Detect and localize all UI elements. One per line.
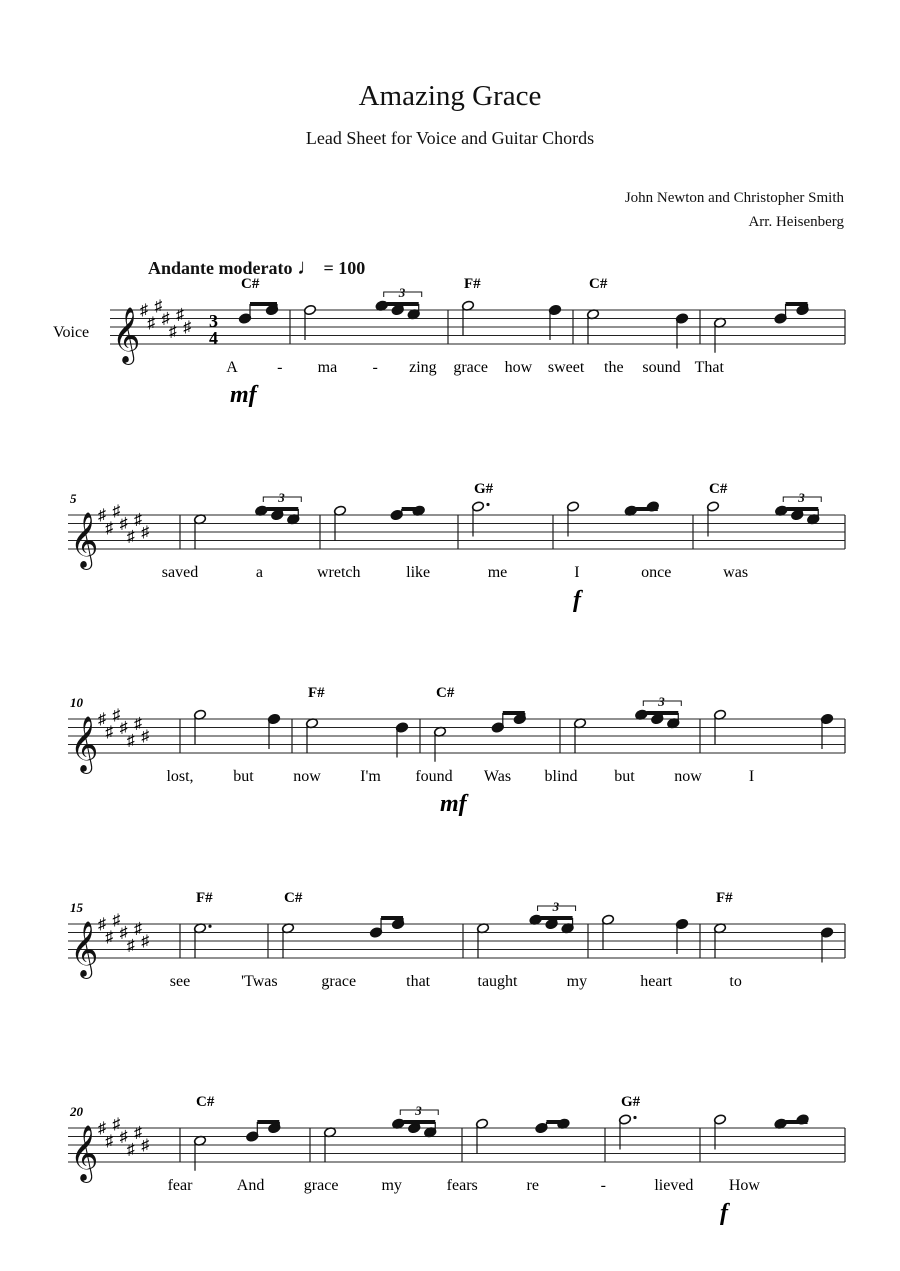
key-sharp-icon: ♯ <box>119 515 128 533</box>
key-sharp-icon: ♯ <box>134 1124 142 1142</box>
key-sharp-icon: ♯ <box>126 1141 135 1159</box>
lyric-syllable: blind <box>544 768 578 785</box>
measure-number: 5 <box>70 491 77 506</box>
lyric-syllable: the <box>604 359 624 376</box>
key-sharp-icon: ♯ <box>140 302 148 319</box>
lyric-syllable: see <box>169 973 191 990</box>
lyric-syllable: sound <box>642 359 681 376</box>
instrument-label: Voice <box>53 324 90 341</box>
lyric-syllable: zing <box>409 359 437 376</box>
composer-credit: John Newton and Christopher Smith <box>624 190 844 206</box>
key-sharp-icon: ♯ <box>98 916 106 933</box>
lyric-syllable: me <box>487 564 508 581</box>
lyric-syllable: fears <box>446 1177 478 1194</box>
key-sharp-icon: ♯ <box>141 728 150 745</box>
key-sharp-icon: ♯ <box>168 323 177 341</box>
lyric-syllable: but <box>233 768 254 785</box>
lyric-syllable: like <box>406 564 431 581</box>
lyric-syllable: ma <box>317 359 338 376</box>
lyric-syllable: lieved <box>654 1177 694 1194</box>
key-sharp-icon: ♯ <box>119 1128 128 1146</box>
quarter-note-icon: ♩ <box>297 254 319 279</box>
dynamic-marking: mf <box>440 791 467 817</box>
key-sharp-icon: ♯ <box>105 1132 114 1150</box>
lyric-syllable: but <box>614 768 635 785</box>
key-sharp-icon: ♯ <box>112 502 121 520</box>
lyric-syllable: Was <box>483 768 512 785</box>
lyric-syllable: fear <box>167 1177 193 1194</box>
chord-symbol: C# <box>709 481 728 497</box>
treble-clef-icon: 𝄞 <box>112 309 141 362</box>
treble-clef-icon: 𝄞 <box>70 718 99 771</box>
treble-clef-icon: 𝄞 <box>70 923 99 976</box>
chord-symbol: F# <box>464 276 481 292</box>
dot-icon <box>208 925 211 928</box>
key-sharp-icon: ♯ <box>112 706 121 724</box>
key-sharp-icon: ♯ <box>134 511 142 529</box>
key-sharp-icon: ♯ <box>126 937 135 955</box>
lyric-syllable: That <box>694 359 724 376</box>
chord-symbol: G# <box>474 481 494 497</box>
time-signature-bottom: 4 <box>209 328 218 348</box>
lyric-syllable: A <box>226 359 238 376</box>
key-sharp-icon: ♯ <box>98 507 106 524</box>
tuplet-label: 3 <box>552 899 560 914</box>
tempo-value: = 100 <box>323 258 366 278</box>
time-signature-top: 3 <box>209 311 218 331</box>
lyric-syllable: a <box>255 564 263 581</box>
key-sharp-icon: ♯ <box>176 306 184 324</box>
chord-symbol: F# <box>308 685 325 701</box>
lyric-syllable: I'm <box>360 768 381 785</box>
lyric-syllable: - <box>600 1177 606 1194</box>
key-sharp-icon: ♯ <box>183 319 192 336</box>
key-sharp-icon: ♯ <box>141 524 150 541</box>
lyric-syllable: once <box>641 564 672 581</box>
key-sharp-icon: ♯ <box>105 723 114 741</box>
lyric-syllable: to <box>729 973 742 990</box>
key-sharp-icon: ♯ <box>112 1115 121 1133</box>
lyric-syllable: sweet <box>547 359 585 376</box>
lyric-syllable: - <box>372 359 378 376</box>
key-sharp-icon: ♯ <box>154 297 163 315</box>
lyric-syllable: saved <box>161 564 199 581</box>
key-sharp-icon: ♯ <box>105 928 114 946</box>
chord-symbol: C# <box>589 276 608 292</box>
key-sharp-icon: ♯ <box>126 528 135 546</box>
dot-icon <box>633 1116 636 1119</box>
measure-number: 15 <box>70 900 83 915</box>
key-sharp-icon: ♯ <box>98 1120 106 1137</box>
tuplet-label: 3 <box>798 490 805 505</box>
lyric-syllable: And <box>236 1177 265 1194</box>
lyric-syllable: was <box>723 564 749 581</box>
arranger-credit: Arr. Heisenberg <box>748 214 844 230</box>
key-sharp-icon: ♯ <box>141 933 150 950</box>
lyric-syllable: - <box>277 359 283 376</box>
key-sharp-icon: ♯ <box>134 715 142 733</box>
dynamic-marking: f <box>720 1200 728 1226</box>
lyric-syllable: lost, <box>166 768 194 785</box>
lyric-syllable: now <box>674 768 702 785</box>
lyric-syllable: my <box>381 1177 402 1194</box>
lyric-syllable: grace <box>453 359 488 376</box>
chord-symbol: C# <box>241 276 260 292</box>
chord-symbol: C# <box>284 890 303 906</box>
lyric-syllable: my <box>566 973 588 990</box>
lyric-syllable: wretch <box>316 564 361 581</box>
score-subtitle: Lead Sheet for Voice and Guitar Chords <box>305 128 595 148</box>
dynamic-marking: f <box>573 587 581 613</box>
key-sharp-icon: ♯ <box>147 314 156 332</box>
key-sharp-icon: ♯ <box>119 719 128 737</box>
dot-icon <box>486 503 489 506</box>
dynamic-marking: mf <box>230 382 257 408</box>
lyric-syllable: that <box>406 973 431 990</box>
score-title: Amazing Grace <box>358 80 542 112</box>
chord-symbol: F# <box>716 890 733 906</box>
tuplet-label: 3 <box>398 285 406 300</box>
tuplet-label: 3 <box>658 694 665 709</box>
lyric-syllable: grace <box>321 973 357 990</box>
key-sharp-icon: ♯ <box>134 920 142 938</box>
key-sharp-icon: ♯ <box>112 911 121 929</box>
lyric-syllable: taught <box>477 973 518 990</box>
key-sharp-icon: ♯ <box>105 519 114 537</box>
tempo-text: Andante moderato <box>148 258 293 278</box>
treble-clef-icon: 𝄞 <box>70 1127 99 1180</box>
lyric-syllable: How <box>728 1177 760 1194</box>
lyric-syllable: how <box>504 359 533 376</box>
lyric-syllable: 'Twas <box>241 973 278 990</box>
chord-symbol: F# <box>196 890 213 906</box>
lyric-syllable: grace <box>303 1177 339 1194</box>
lyric-syllable: now <box>293 768 321 785</box>
tuplet-label: 3 <box>278 490 285 505</box>
lyric-syllable: re <box>526 1177 539 1194</box>
measure-number: 20 <box>70 1104 83 1119</box>
key-sharp-icon: ♯ <box>119 924 128 942</box>
key-sharp-icon: ♯ <box>141 1137 150 1154</box>
key-sharp-icon: ♯ <box>126 732 135 750</box>
chord-symbol: C# <box>196 1094 215 1110</box>
lyric-syllable: I <box>748 768 755 785</box>
chord-symbol: C# <box>436 685 455 701</box>
key-sharp-icon: ♯ <box>161 310 170 328</box>
measure-number: 10 <box>70 695 83 710</box>
lyric-syllable: heart <box>640 973 673 990</box>
lyric-syllable: found <box>415 768 453 785</box>
key-sharp-icon: ♯ <box>98 711 106 728</box>
lyric-syllable: I <box>574 564 580 581</box>
chord-symbol: G# <box>621 1094 641 1110</box>
tuplet-label: 3 <box>415 1103 422 1118</box>
treble-clef-icon: 𝄞 <box>70 514 99 567</box>
